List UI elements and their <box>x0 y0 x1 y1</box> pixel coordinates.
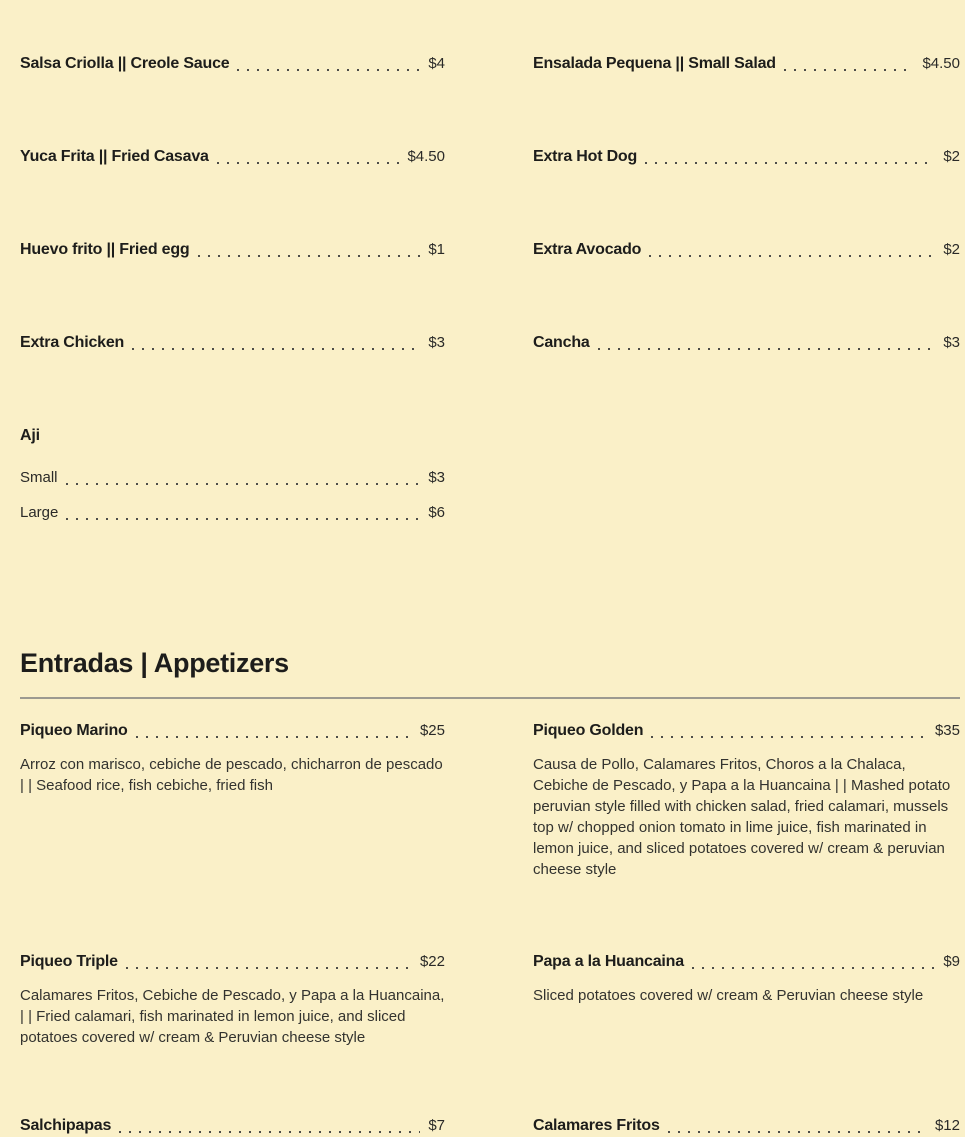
item-price: $4 <box>428 55 445 72</box>
item-price: $4.50 <box>407 148 445 165</box>
item-price: $2 <box>943 241 960 258</box>
item-price: $12 <box>934 1117 960 1134</box>
dotted-leader <box>217 162 400 164</box>
option-price: $6 <box>428 504 445 521</box>
dotted-leader <box>132 348 420 350</box>
menu-item <box>20 332 445 354</box>
item-name: Aji <box>20 427 40 444</box>
menu-item <box>533 332 960 354</box>
item-name: Cancha <box>533 334 590 351</box>
item-name: Yuca Frita || Fried Casava <box>20 148 209 165</box>
section-title-entradas: Entradas | Appetizers <box>20 648 289 678</box>
item-price: $7 <box>428 1117 445 1134</box>
section-divider <box>20 697 960 699</box>
item-name: Salchipapas <box>20 1117 112 1134</box>
item-price: $9 <box>943 953 960 970</box>
dotted-leader <box>649 255 935 257</box>
item-name: Piqueo Marino <box>20 722 128 739</box>
item-name: Piqueo Triple <box>20 953 118 970</box>
menu-item <box>20 53 445 75</box>
item-price: $4.50 <box>922 55 960 72</box>
item-name: Piqueo Golden <box>533 722 644 739</box>
item-name: Extra Avocado <box>533 241 642 258</box>
menu-item-option <box>20 467 445 489</box>
menu-item <box>533 720 960 880</box>
option-label: Small <box>20 469 58 486</box>
dotted-leader <box>598 348 936 350</box>
menu-item <box>533 1115 960 1137</box>
menu-item <box>20 146 445 168</box>
menu-item-aji <box>20 425 445 447</box>
dotted-leader <box>645 162 935 164</box>
dotted-leader <box>237 69 420 71</box>
dotted-leader <box>119 1131 420 1133</box>
dotted-leader <box>784 69 915 71</box>
item-name: Extra Hot Dog <box>533 148 638 165</box>
option-label: Large <box>20 504 59 521</box>
menu-item <box>20 720 445 796</box>
option-price: $3 <box>428 469 445 486</box>
dotted-leader <box>66 483 421 485</box>
item-price: $22 <box>419 953 445 970</box>
item-name: Papa a la Huancaina <box>533 953 684 970</box>
item-description: Calamares Fritos, Cebiche de Pescado, y Papa a la Huancaina, | | Fried calamari, fish marinated in lemon juice, and sliced potatoes covered w/ cream & Peruvian cheese style <box>20 987 445 1046</box>
item-price: $2 <box>943 148 960 165</box>
menu-item <box>20 951 445 1048</box>
item-price: $3 <box>943 334 960 351</box>
menu-item <box>20 1115 445 1137</box>
item-name: Ensalada Pequena || Small Salad <box>533 55 776 72</box>
menu-item <box>533 951 960 1006</box>
menu-item <box>533 146 960 168</box>
item-description: Causa de Pollo, Calamares Fritos, Choros a la Chalaca, Cebiche de Pescado, y Papa a la Huancaina | | Mashed potato peruvian style filled with chicken salad, fried calamari, mussels top w/ chopped onion tomato in lime juice, fish marinated in lemon juice, and sliced potatoes covered w/ cream & peruvian cheese style <box>533 756 951 878</box>
item-name: Extra Chicken <box>20 334 125 351</box>
menu-item <box>533 53 960 75</box>
menu-item <box>20 239 445 261</box>
item-description: Sliced potatoes covered w/ cream & Peruvian cheese style <box>533 987 924 1004</box>
dotted-leader <box>66 518 420 520</box>
menu-item-option <box>20 502 445 524</box>
item-name: Huevo frito || Fried egg <box>20 241 190 258</box>
item-price: $3 <box>428 334 445 351</box>
dotted-leader <box>198 255 421 257</box>
dotted-leader <box>651 736 927 738</box>
menu-item <box>533 239 960 261</box>
item-price: $35 <box>934 722 960 739</box>
item-name: Salsa Criolla || Creole Sauce <box>20 55 230 72</box>
item-price: $25 <box>419 722 445 739</box>
dotted-leader <box>668 1131 927 1133</box>
item-price: $1 <box>428 241 445 258</box>
dotted-leader <box>692 967 935 969</box>
item-description: Arroz con marisco, cebiche de pescado, chicharron de pescado | | Seafood rice, fish cebiche, fried fish <box>20 756 443 794</box>
item-name: Calamares Fritos <box>533 1117 660 1134</box>
dotted-leader <box>136 736 412 738</box>
dotted-leader <box>126 967 412 969</box>
